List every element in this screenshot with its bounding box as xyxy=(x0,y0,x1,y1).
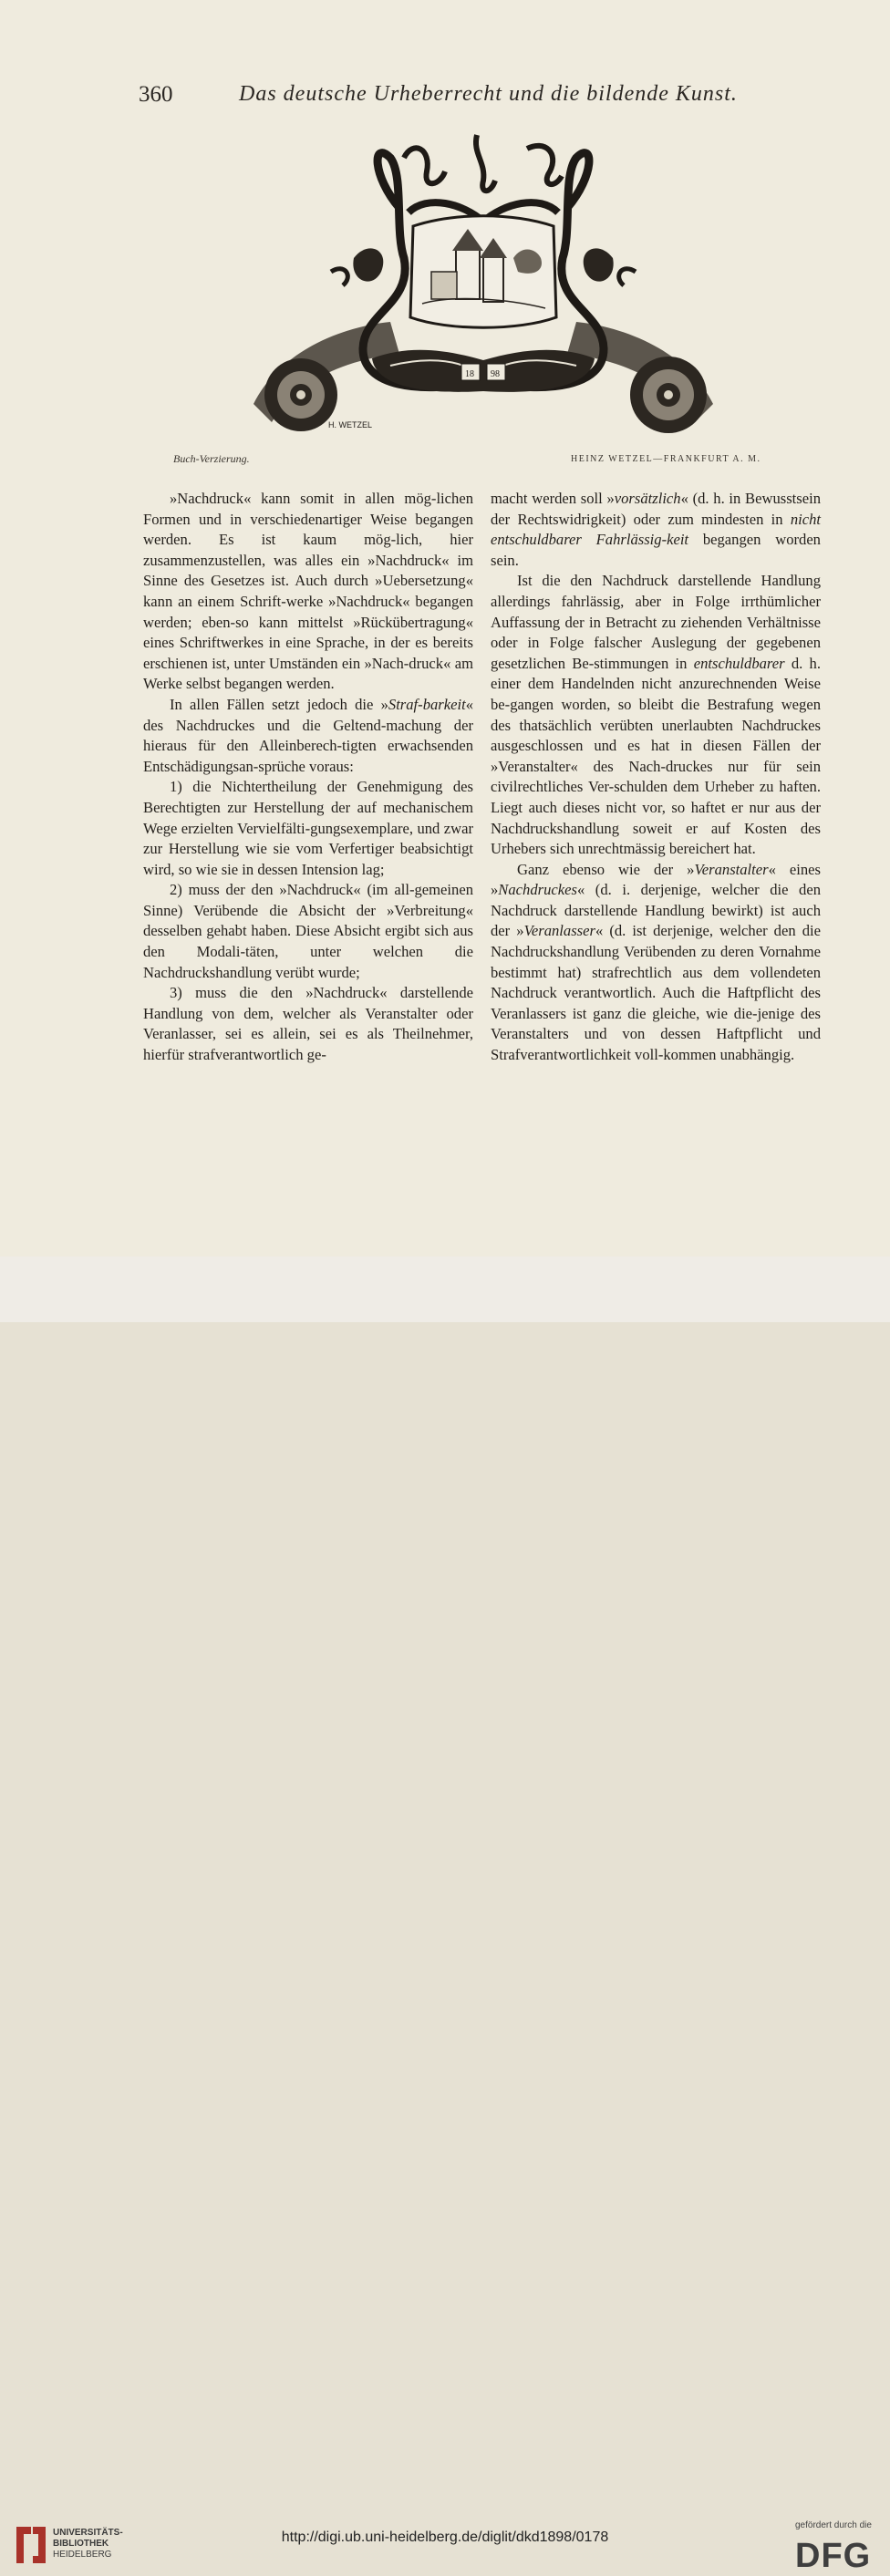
book-ornament-illustration xyxy=(244,121,722,445)
university-name: UNIVERSITÄTS- BIBLIOTHEK HEIDELBERG xyxy=(53,2528,123,2560)
figure-caption: Buch-Verzierung. xyxy=(173,452,250,465)
figure-credit: HEINZ WETZEL—FRANKFURT A. M. xyxy=(571,454,761,464)
flower-right-icon xyxy=(630,357,707,433)
permalink-url[interactable]: http://digi.ub.uni-heidelberg.de/diglit/dkd1898/0178 xyxy=(281,2529,609,2545)
paragraph: 1) die Nichtertheilung der Genehmigung des Berechtigten zur Herstellung der auf mechanischem Wege erzielten Vervielfälti-gungsexemplare, und zwar zur Herstellung wie sie vom Verfertiger beabsichtigt wird, so wie sie in dessen Intension lag; xyxy=(143,778,473,878)
year-right: 98 xyxy=(491,369,500,379)
left-text-column xyxy=(143,489,473,1066)
paragraph: Ist die den Nachdruck darstellende Handlung allerdings fahrlässig, aber in Folge irrthümlicher Auffassung der in Betracht zu ziehenden Verhältnisse oder in Folge falscher Auslegung der gegebenen gesetzlichen Be-stimmungen in entschuldbarer d. h. einer dem Handelnden nicht anzurechnenden Weise be-gangen worden, so bleibt die Bestrafung wegen des thatsächlich verübten unerlaubten Nachdruckes ausgeschlossen und es hat in diesen Fällen der »Veranstalter« des Nach-druckes nur für sein civilrechtliches Ver-schulden dem Urheber zu haften. Liegt auch dieses nicht vor, so haftet er nur aus der Nachdruckshandlung soweit er auf Kosten des Urhebers sich unrechtmässig bereichert hat. xyxy=(491,572,821,858)
paragraph: macht werden soll »vorsätzlich« (d. h. in Bewusstsein der Rechtswidrigkeit) oder zum mindesten in nicht entschuldbarer Fahrlässig-keit begangen worden sein. xyxy=(491,490,821,569)
year-left: 18 xyxy=(465,369,474,379)
paragraph: 3) muss die den »Nachdruck« darstellende Handlung von dem, welcher als Veranstalter oder Veranlasser, sei es allein, sei es als Theilnehmer, hierfür strafverantwortlich ge- xyxy=(143,984,473,1064)
dfg-logo: DFG xyxy=(795,2537,872,2575)
right-text-column xyxy=(491,489,821,1066)
page-number: 360 xyxy=(139,82,173,107)
paragraph: 2) muss der den »Nachdruck« (im all-gemeinen Sinne) Verübende die Absicht der »Verbreitung« desselben gehabt haben. Diese Absicht ergibt sich aus den Modali-täten, unter welchen die Nachdruckshandlung verübt wurde; xyxy=(143,881,473,981)
scanned-page xyxy=(0,0,890,1257)
page-header xyxy=(0,82,890,119)
funded-by-label: gefördert durch die xyxy=(795,2520,872,2530)
paragraph: »Nachdruck« kann somit in allen mög-lichen Formen und in verschiedenartiger Weise begangen werden. Es ist kaum mög-lich, hier zusammenzustellen, was alles ein »Nachdruck« im Sinne des Gesetzes ist. Auch durch »Uebersetzung« kann an einem Schrift-werke »Nachdruck« begangen werden; eben-so kann mittelst »Rückübertragung« eines Schriftwerkes in eine Sprache, in der es bereits erschienen ist, unter Umständen ein »Nach-druck« am Werke selbst begangen werden. xyxy=(143,490,473,693)
artist-signature: H. WETZEL xyxy=(328,420,373,429)
running-title: Das deutsche Urheberrecht und die bildende Kunst. xyxy=(239,82,738,106)
paragraph: Ganz ebenso wie der »Veranstalter« eines »Nachdruckes« (d. i. derjenige, welcher die den Nachdruck darstellende Handlung bewirkt) ist auch der »Veranlasser« (d. ist derjenige, welcher den die Nachdruckshandlung Verübenden zu deren Vornahme bestimmt hat) strafrechtlich aus dem vollendeten Nachdruck verantwortlich. Auch die Haftpflicht des Veranlassers ist ganz die gleiche, wie die-jenige des Veranstalters und von dessen Haftpflicht und Strafverantwortlichkeit voll-kommen unabhängig. xyxy=(491,860,821,1064)
paragraph: In allen Fällen setzt jedoch die »Straf-barkeit« des Nachdruckes und die Geltend-machung der hieraus für den Alleinberech-tigten erwachsenden Entschädigungsan-sprüche voraus: xyxy=(143,695,473,775)
flower-left-icon xyxy=(264,358,337,431)
digitization-footer xyxy=(0,1257,890,2575)
